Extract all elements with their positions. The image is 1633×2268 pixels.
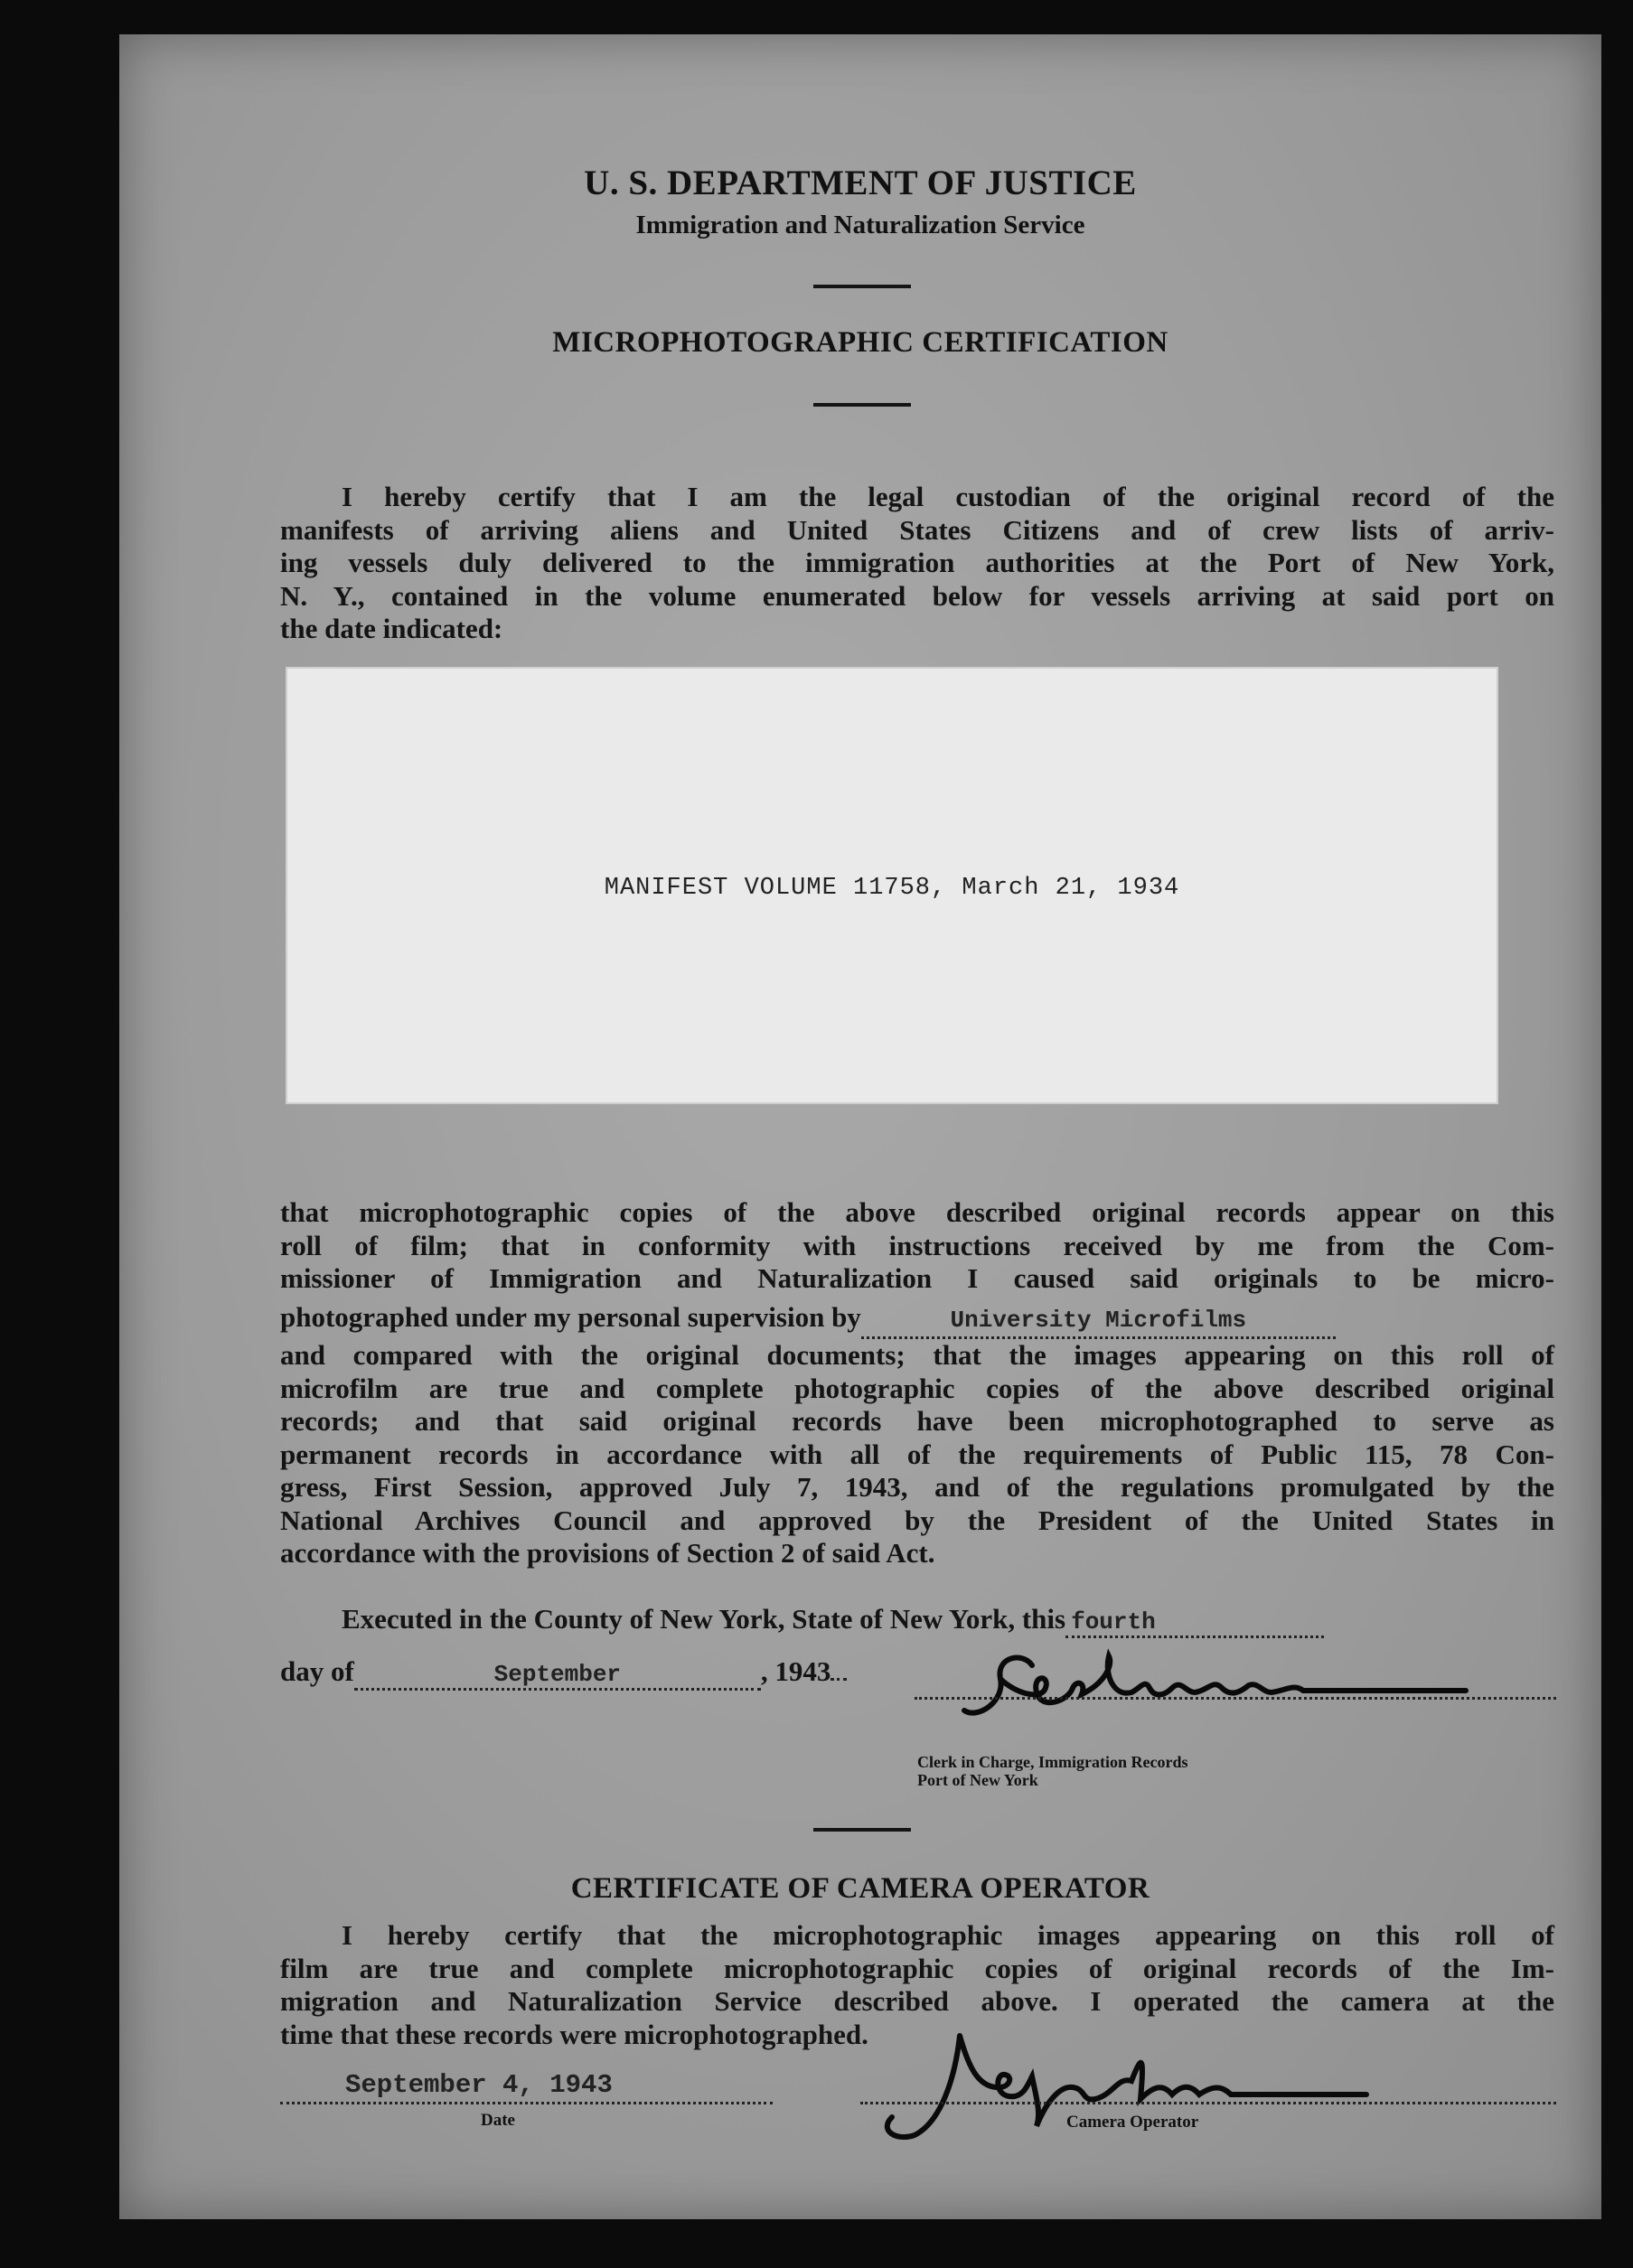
intro-paragraph [280, 481, 1554, 646]
supervisor-name: University Microfilms [950, 1306, 1247, 1334]
body-line: permanent records in accordance with all of the requirements of Public 115, 78 Con- [280, 1438, 1554, 1470]
operator-signature-line [860, 2102, 1556, 2104]
day-of-label: day of [280, 1655, 354, 1687]
date-caption: Date [481, 2111, 515, 2130]
body-line [280, 1301, 1554, 1340]
intro-line: ing vessels duly delivered to the immigration authorities at the Port of New York, [280, 547, 1554, 578]
dotted-fill [1065, 1603, 1324, 1638]
clerk-signature [960, 1638, 1556, 1738]
certificate-sheet [119, 34, 1601, 2219]
body-line: and compared with the original documents; that the images appearing on this roll of [280, 1339, 1554, 1371]
operator-line: time that these records were microphotographed. [280, 2018, 868, 2050]
body-line: that microphotographic copies of the above described original records appear on this [280, 1196, 1554, 1228]
operator-line: migration and Naturalization Service described above. I operated the camera at the [280, 1985, 1554, 2017]
day-value: fourth [1071, 1608, 1156, 1635]
clerk-signature-line [915, 1697, 1556, 1700]
operator-line: I hereby certify that the microphotographic images appearing on this roll of [342, 1919, 1554, 1951]
dotted-fill [354, 1655, 761, 1691]
department-heading: U. S. DEPARTMENT OF JUSTICE [584, 164, 1137, 202]
dotted-fill [861, 1301, 1336, 1340]
body-line: National Archives Council and approved by the President of the United States in [280, 1504, 1554, 1536]
day-of-line [280, 1655, 847, 1691]
intro-line: N. Y., contained in the volume enumerated below for vessels arriving at said port on [280, 579, 1554, 612]
execution-text: Executed in the County of New York, State of New York, this [342, 1603, 1066, 1635]
certification-body [280, 1196, 1554, 1570]
manifest-volume-label: MANIFEST VOLUME 11758, March 21, 1934 [604, 875, 1180, 902]
body-line: accordance with the provisions of Section 2 of said Act. [280, 1537, 935, 1569]
operator-date-value: September 4, 1943 [345, 2070, 613, 2100]
year-value: , 1943 [760, 1655, 831, 1687]
divider [813, 1828, 911, 1832]
divider [813, 285, 911, 288]
intro-line: I hereby certify that I am the legal custodian of the original record of the [342, 481, 1554, 512]
body-line: gress, First Session, approved July 7, 1943, and of the regulations promulgated by the [280, 1471, 1554, 1503]
execution-line [342, 1603, 1324, 1638]
service-subheading: Immigration and Naturalization Service [635, 211, 1085, 239]
date-line [280, 2102, 773, 2104]
supervision-prefix: photographed under my personal supervision by [280, 1300, 861, 1333]
body-line: records; and that said original records have been microphotographed to serve as [280, 1405, 1554, 1437]
dotted-fill [831, 1678, 847, 1681]
body-line: roll of film; that in conformity with instructions received by me from the Com- [280, 1229, 1554, 1261]
intro-line: manifests of arriving aliens and United States Citizens and of crew lists of arriv- [280, 513, 1554, 546]
camera-operator-caption: Camera Operator [1066, 2113, 1199, 2132]
manifest-box [286, 667, 1498, 1104]
certification-title: MICROPHOTOGRAPHIC CERTIFICATION [552, 326, 1168, 359]
clerk-title-line: Clerk in Charge, Immigration Records [917, 1753, 1188, 1771]
camera-operator-title: CERTIFICATE OF CAMERA OPERATOR [570, 1872, 1150, 1905]
divider [813, 403, 911, 407]
body-line: missioner of Immigration and Naturalization I caused said originals to be micro- [280, 1262, 1554, 1294]
operator-line: film are true and complete microphotographic copies of original records of the Im- [280, 1952, 1554, 1984]
body-line: microfilm are true and complete photographic copies of the above described original [280, 1372, 1554, 1404]
intro-line: the date indicated: [280, 613, 503, 644]
clerk-title-line: Port of New York [917, 1771, 1038, 1789]
month-value: September [493, 1661, 622, 1688]
clerk-title [917, 1753, 1187, 1789]
